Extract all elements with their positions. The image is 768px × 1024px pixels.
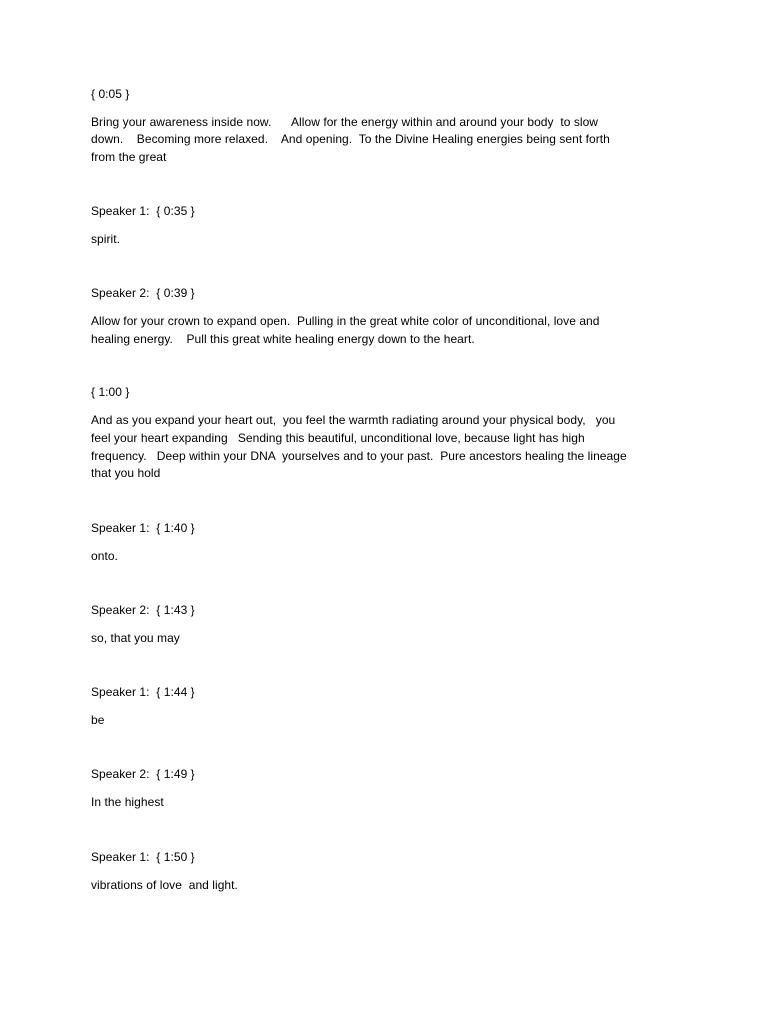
speaker-heading-1-44: Speaker 1: { 1:44 } — [91, 685, 195, 699]
paragraph-1-line-3: from the great — [91, 150, 167, 164]
speaker-text-1-50: vibrations of love and light. — [91, 878, 238, 892]
speaker-heading-1-40: Speaker 1: { 1:40 } — [91, 521, 195, 535]
paragraph-1-line-2: down. Becoming more relaxed. And opening. To the Divine Healing energies being sent forth — [91, 132, 610, 146]
speaker-text-0-35: spirit. — [91, 232, 121, 246]
speaker-text-1-40: onto. — [91, 549, 118, 563]
speaker-text-1-44: be — [91, 713, 105, 727]
paragraph-3-line-3: frequency. Deep within your DNA yourselves and to your past. Pure ancestors healing the lineage — [91, 449, 627, 463]
paragraph-3-line-1: And as you expand your heart out, you feel the warmth radiating around your physical body, you — [91, 413, 616, 427]
speaker-heading-0-35: Speaker 1: { 0:35 } — [91, 204, 195, 218]
paragraph-1-line-1: Bring your awareness inside now. Allow for the energy within and around your body to slow — [91, 115, 599, 129]
speaker-heading-1-43: Speaker 2: { 1:43 } — [91, 603, 195, 617]
speaker-heading-0-39: Speaker 2: { 0:39 } — [91, 286, 195, 300]
speaker-text-1-49: In the highest — [91, 795, 164, 809]
timestamp-0-05: { 0:05 } — [91, 87, 130, 101]
paragraph-3-line-4: that you hold — [91, 466, 161, 480]
speaker-heading-1-49: Speaker 2: { 1:49 } — [91, 767, 195, 781]
paragraph-2-line-1: Allow for your crown to expand open. Pulling in the great white color of unconditional, love and — [91, 314, 600, 328]
timestamp-1-00: { 1:00 } — [91, 385, 130, 399]
speaker-heading-1-50: Speaker 1: { 1:50 } — [91, 850, 195, 864]
paragraph-3-line-2: feel your heart expanding Sending this beautiful, unconditional love, because light has high — [91, 431, 585, 445]
paragraph-2-line-2: healing energy. Pull this great white healing energy down to the heart. — [91, 332, 475, 346]
speaker-text-1-43: so, that you may — [91, 631, 180, 645]
